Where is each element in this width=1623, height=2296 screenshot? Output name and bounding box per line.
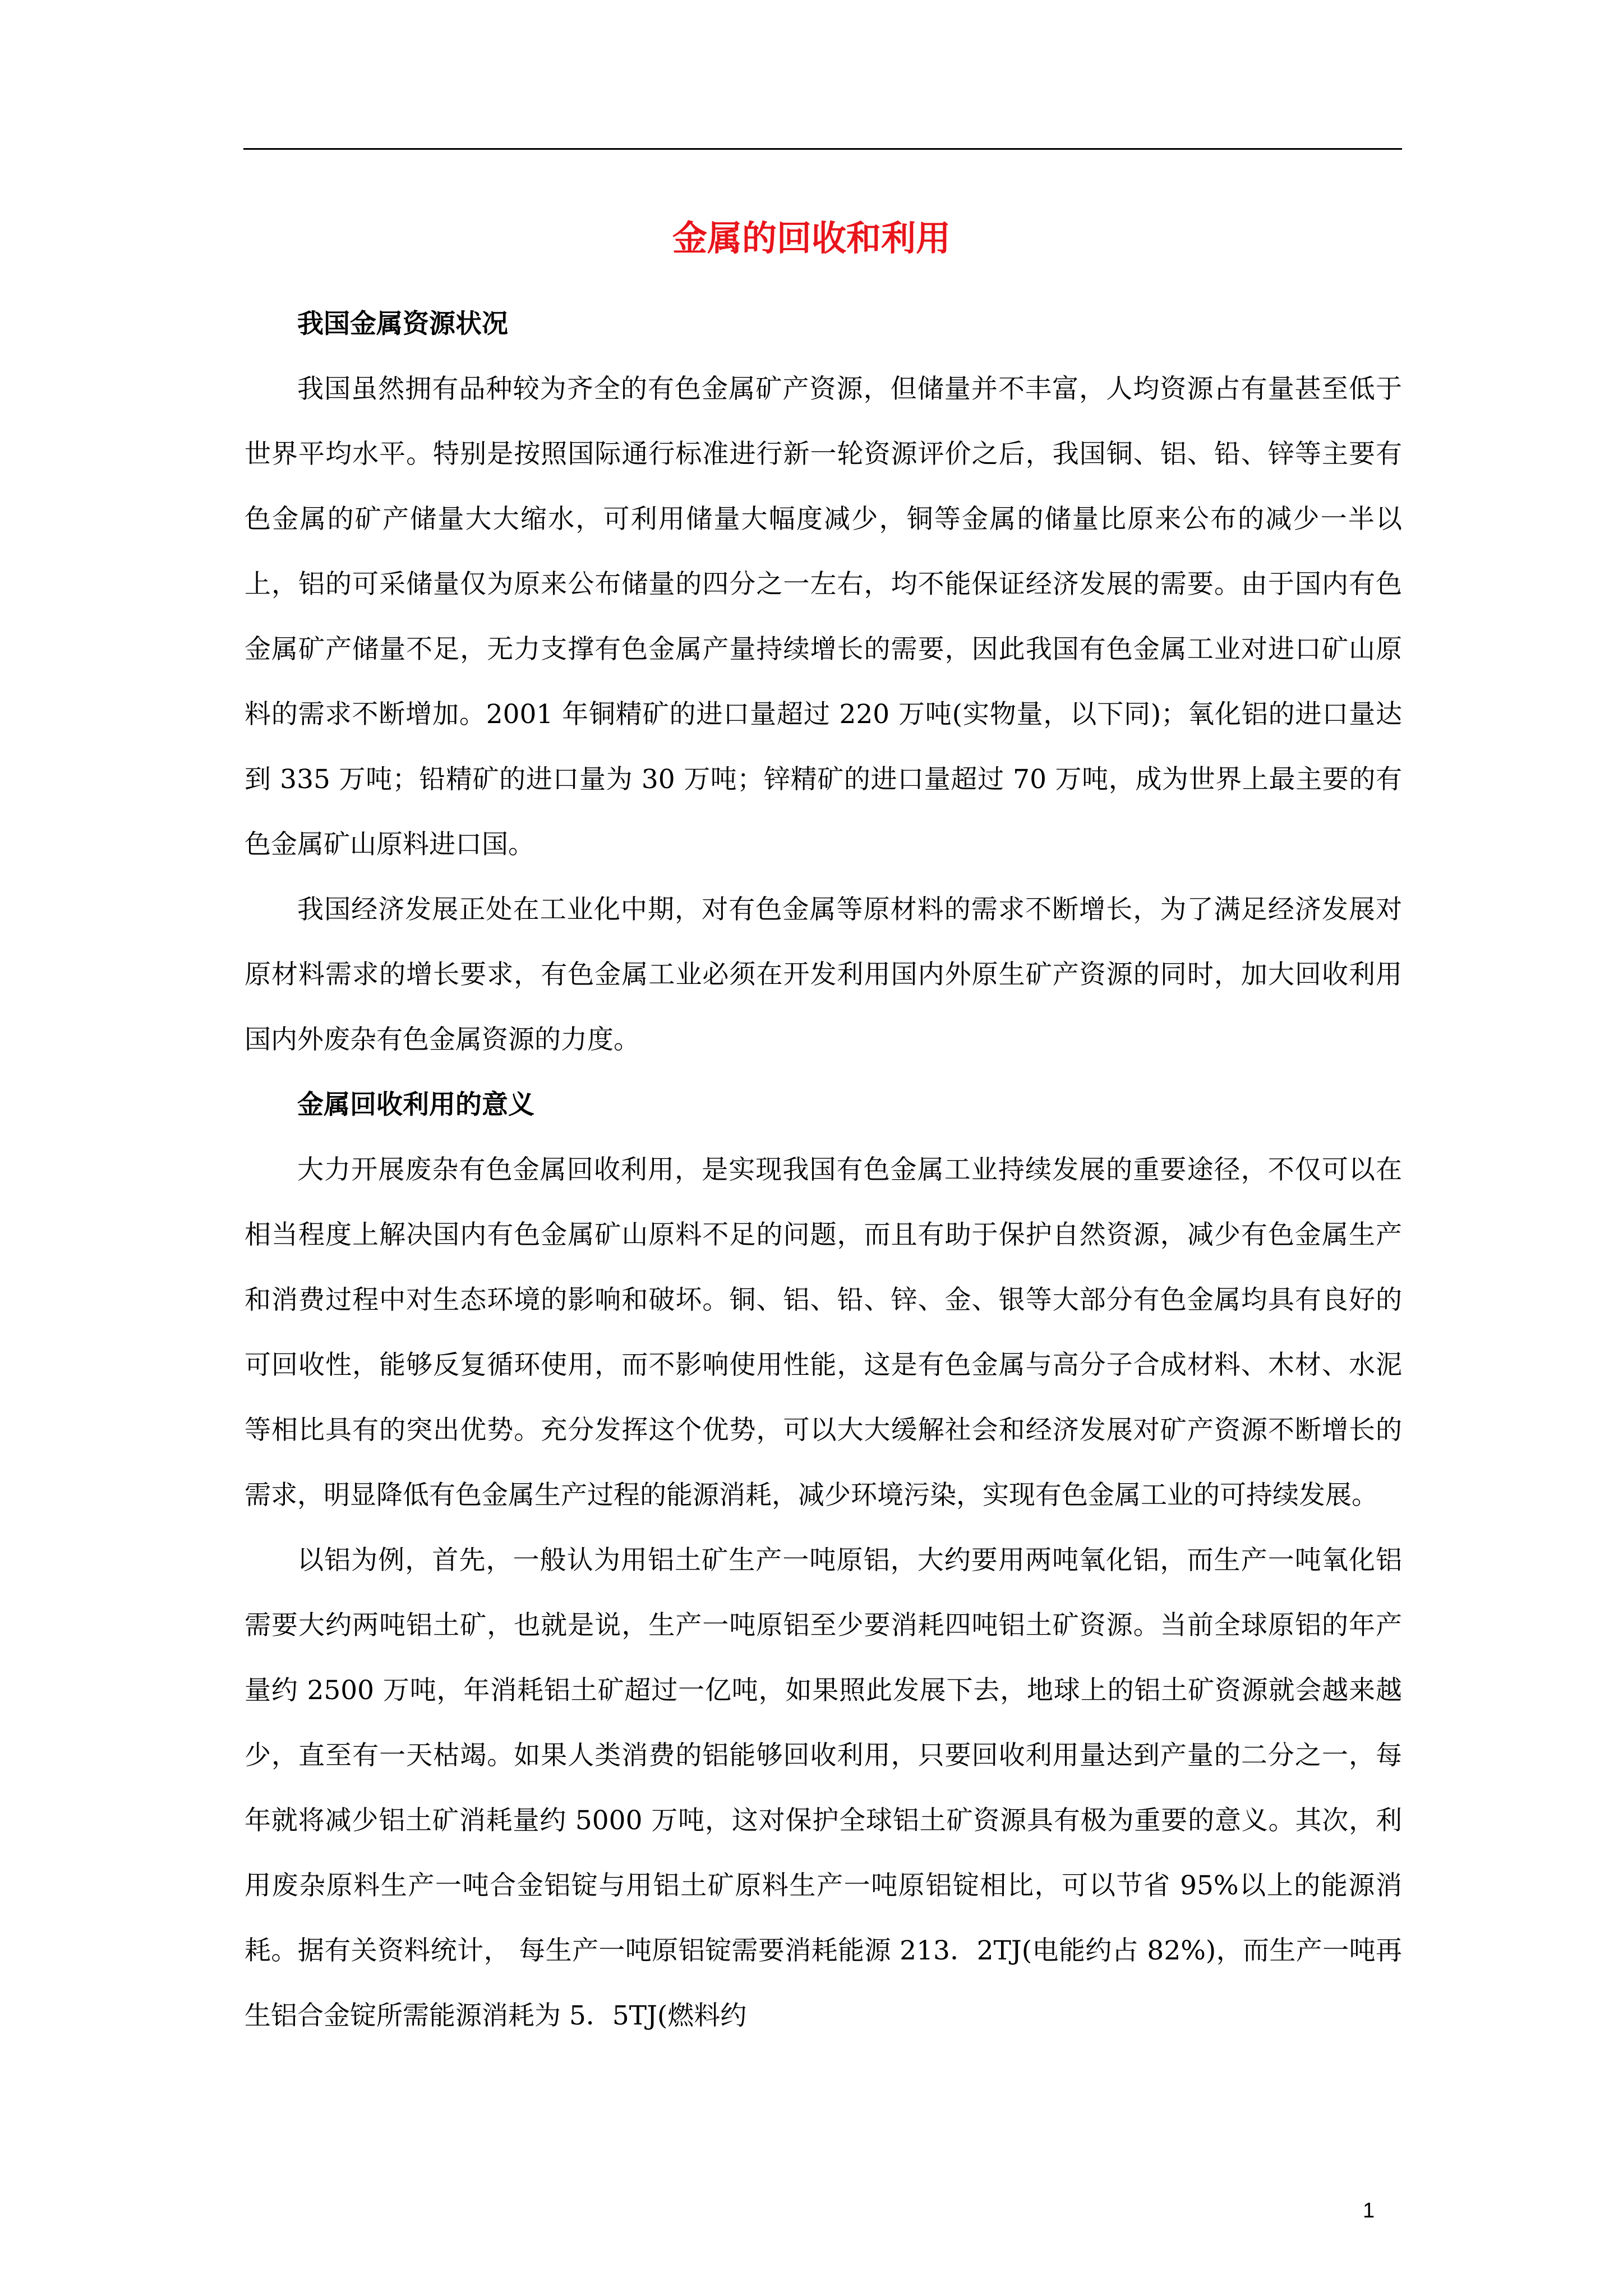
section-heading: 我国金属资源状况	[297, 309, 508, 339]
page-number: 1	[1363, 2199, 1375, 2223]
body-paragraph: 我国经济发展正处在工业化中期，对有色金属等原材料的需求不断增长，为了满足经济发展对原材料需求的增长要求，有色金属工业必须在开发利用国内外原生矿产资源的同时，加大回收利用国内外废杂有色金属资源的力度。	[245, 894, 1402, 1055]
section-heading: 金属回收利用的意义	[297, 1089, 534, 1120]
body-paragraph: 以铝为例，首先，一般认为用铝土矿生产一吨原铝，大约要用两吨氧化铝，而生产一吨氧化铝需要大约两吨铝土矿，也就是说，生产一吨原铝至少要消耗四吨铝土矿资源。当前全球原铝的年产量约 2500 万吨，年消耗铝土矿超过一亿吨，如果照此发展下去，地球上的铝土矿资源就会越来越少，直至有一天枯竭。如果人类消费的铝能够回收利用，只要回收利用量达到产量的二分之一，每年就将减少铝土矿消耗量约 5000 万吨，这对保护全球铝土矿资源具有极为重要的意义。其次，利用废杂原料生产一吨合金铝锭与用铝土矿原料生产一吨原铝锭相比，可以节省 95%以上的能源消耗。据有关资料统计， 每生产一吨原铝锭需要消耗能源 213．2TJ(电能约占 82%)，而生产一吨再生铝合金锭所需能源消耗为 5．5TJ(燃料约	[245, 1545, 1402, 2031]
header-rule	[243, 148, 1402, 150]
body-paragraph: 大力开展废杂有色金属回收利用，是实现我国有色金属工业持续发展的重要途径，不仅可以在相当程度上解决国内有色金属矿山原料不足的问题，而且有助于保护自然资源，减少有色金属生产和消费过程中对生态环境的影响和破坏。铜、铝、铅、锌、金、银等大部分有色金属均具有良好的可回收性，能够反复循环使用，而不影响使用性能，这是有色金属与高分子合成材料、木材、水泥等相比具有的突出优势。充分发挥这个优势，可以大大缓解社会和经济发展对矿产资源不断增长的需求，明显降低有色金属生产过程的能源消耗，减少环境污染，实现有色金属工业的可持续发展。	[245, 1154, 1402, 1511]
body-paragraph: 我国虽然拥有品种较为齐全的有色金属矿产资源，但储量并不丰富，人均资源占有量甚至低于世界平均水平。特别是按照国际通行标准进行新一轮资源评价之后，我国铜、铝、铅、锌等主要有色金属的矿产储量大大缩水，可利用储量大幅度减少，铜等金属的储量比原来公布的减少一半以上，铝的可采储量仅为原来公布储量的四分之一左右，均不能保证经济发展的需要。由于国内有色金属矿产储量不足，无力支撑有色金属产量持续增长的需要，因此我国有色金属工业对进口矿山原料的需求不断增加。2001 年铜精矿的进口量超过 220 万吨(实物量，以下同)；氧化铝的进口量达到 335 万吨；铅精矿的进口量为 30 万吨；锌精矿的进口量超过 70 万吨，成为世界上最主要的有色金属矿山原料进口国。	[245, 374, 1402, 860]
document-body	[245, 292, 1402, 2049]
page-title: 金属的回收和利用	[672, 218, 951, 259]
